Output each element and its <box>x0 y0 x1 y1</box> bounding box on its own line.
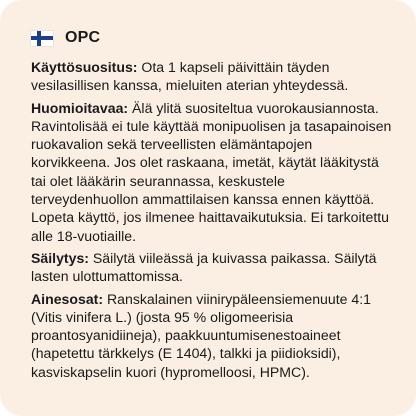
ingredients-label: Ainesosat: <box>31 290 107 307</box>
card-header <box>31 26 394 50</box>
finland-flag-icon <box>31 31 53 46</box>
warnings-text: Älä ylitä suositeltua vuorokausiannosta. Ravintolisää ei tule käyttää monipuolisen ja tasapainoisen ruokavalion sekä terveellisten elämäntapojen korvikkeena. Jos olet raskaana, imetät, käytät lääkitystä tai olet lääkärin seurannassa, keskustele terveydenhuollon ammattilaisen kanssa ennen käyttöä. Lopeta käyttö, jos ilmenee haittavaikutuksia. Ei tarkoitettu alle 18-vuotiaille. <box>31 99 392 244</box>
storage-section <box>31 249 394 286</box>
warnings-section <box>31 99 394 245</box>
product-title: OPC <box>65 29 101 46</box>
ingredients-section <box>31 290 394 381</box>
warnings-label: Huomioitavaa: <box>31 99 133 116</box>
usage-label: Käyttösuositus: <box>31 59 142 75</box>
ingredients-text: Ranskalainen viinirypäleensiemenuute 4:1 (Vitis vinifera L.) (josta 95 % oligomeerisia proantosyanidiineja), paakkuuntumisenestoaineet (hapetettu tärkkelys (E 1404), talkki ja piidioksidi), kasviskapselin kuori (hypromelloosi, HPMC). <box>31 290 371 380</box>
usage-section <box>31 58 394 95</box>
usage-text: Ota 1 kapseli päivittäin täyden vesilasillisen kanssa, mieluiten aterian yhteydessä. <box>31 59 349 94</box>
storage-text: Säilytä viileässä ja kuivassa paikassa. Säilytä lasten ulottumattomissa. <box>31 249 377 285</box>
storage-label: Säilytys: <box>31 249 93 266</box>
